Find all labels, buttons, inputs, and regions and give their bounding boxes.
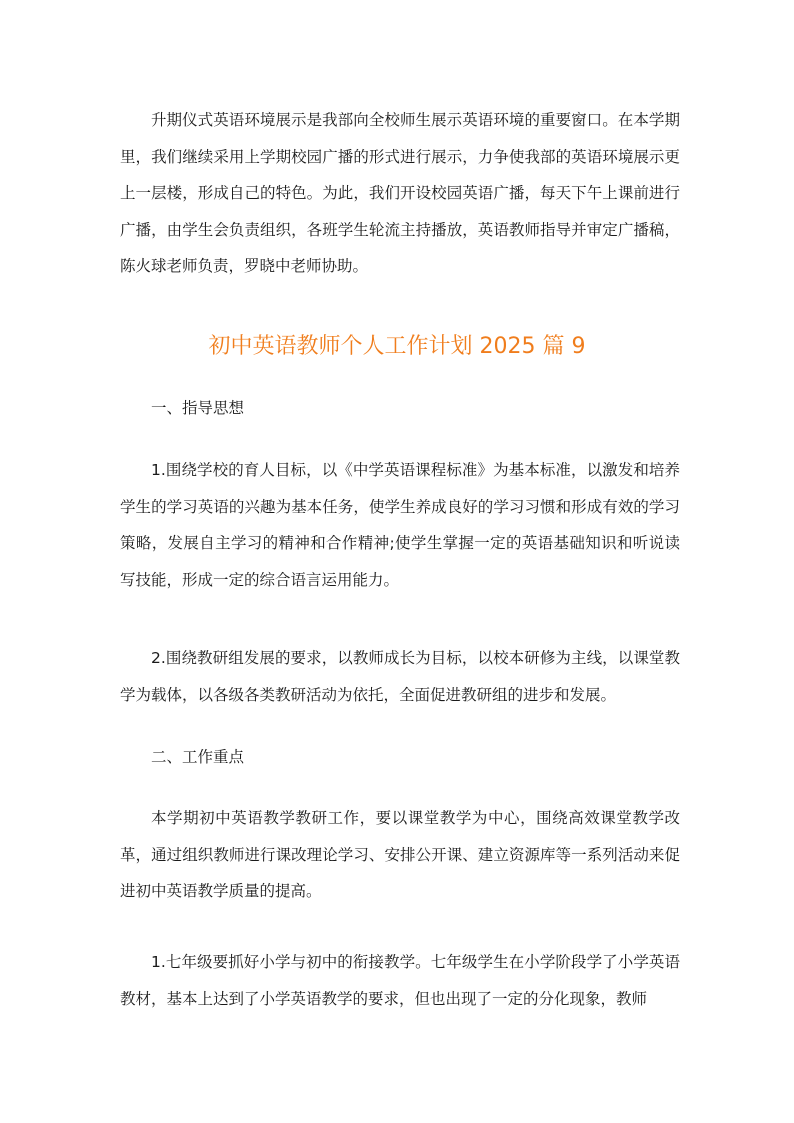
section1-item1: 1.围绕学校的育人目标，以《中学英语课程标准》为基本标准，以激发和培养学生的学习英语的兴趣为基本任务，使学生养成良好的学习习惯和形成有效的学习策略，发展自主学习的精神和合作精神;使学生掌握一定的英语基础知识和听说读写技能，形成一定的综合语言运用能力。 — [120, 461, 680, 589]
intro-paragraph: 升期仪式英语环境展示是我部向全校师生展示英语环境的重要窗口。在本学期里，我们继续采用上学期校园广播的形式进行展示，力争使我部的英语环境展示更上一层楼，形成自己的特色。为此，我们开设校园英语广播，每天下午上课前进行广播，由学生会负责组织，各班学生轮流主持播放，英语教师指导并审定广播稿，陈火球老师负责，罗晓中老师协助。 — [120, 111, 680, 275]
section1-heading: 一、指导思想 — [151, 399, 245, 417]
section2-intro: 本学期初中英语教学教研工作，要以课堂教学为中心，围绕高效课堂教学改革，通过组织教师进行课改理论学习、安排公开课、建立资源库等一系列活动来促进初中英语教学质量的提高。 — [120, 809, 680, 900]
page-title: 初中英语教师个人工作计划 2025 篇 9 — [208, 334, 586, 359]
section1-item2: 2.围绕教研组发展的要求，以教师成长为目标，以校本研修为主线，以课堂教学为载体，以各级各类教研活动为依托，全面促进教研组的进步和发展。 — [120, 649, 680, 704]
section2-heading: 二、工作重点 — [151, 748, 245, 766]
section2-item1: 1.七年级要抓好小学与初中的衔接教学。七年级学生在小学阶段学了小学英语教材，基本上达到了小学英语教学的要求，但也出现了一定的分化现象，教师 — [120, 953, 680, 1008]
